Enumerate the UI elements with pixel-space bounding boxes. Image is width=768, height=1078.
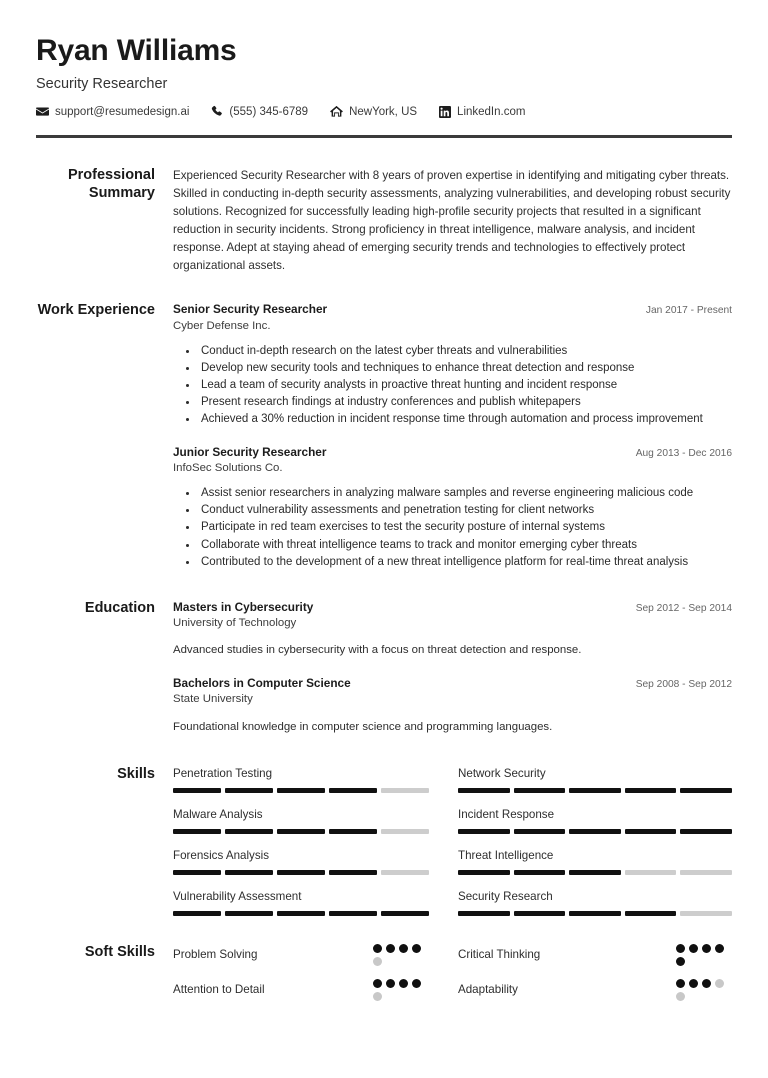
education-entry	[173, 600, 732, 659]
skill-item	[173, 889, 429, 916]
list-item: • Conduct in-depth research on the latest cyber threats and vulnerabilities	[198, 343, 732, 360]
education-school: State University	[173, 693, 253, 706]
rating-dot	[373, 944, 382, 953]
rating-dot	[412, 979, 421, 988]
section-heading-soft-skills: Soft Skills	[84, 944, 155, 961]
skill-meter-segment	[225, 788, 273, 793]
resume-header	[36, 0, 732, 138]
skill-item	[458, 889, 732, 916]
skill-meter-segment	[173, 870, 221, 875]
skill-level-meter	[173, 870, 429, 875]
skill-meter-segment	[381, 911, 429, 916]
section-heading-summary: Professional Summary	[67, 167, 155, 201]
soft-skill-item	[173, 944, 429, 966]
soft-skill-label: Problem Solving	[173, 948, 258, 962]
skill-meter-segment	[625, 788, 677, 793]
skill-meter-segment	[329, 911, 377, 916]
skill-meter-segment	[329, 829, 377, 834]
rating-dot	[715, 979, 724, 988]
soft-skills-grid	[173, 944, 732, 1001]
list-item: • Assist senior researchers in analyzing malware samples and reverse engineering malicious code	[198, 485, 732, 502]
contact-email-label: support@resumedesign.ai	[55, 105, 190, 118]
skill-meter-segment	[680, 788, 732, 793]
rating-dot	[689, 979, 698, 988]
rating-dot	[412, 944, 421, 953]
summary-text: Experienced Security Researcher with 8 years of proven expertise in identifying and mitigating cyber threats. Skilled in conducting in-depth security assessments, analyzing vulnerabilities, and developing robust security solutions. Recognized for successfully leading high-profile security projects that resulted in a significant reduction in security incidents. Strong proficiency in threat intelligence, malware analysis, and incident response. Adept at staying ahead of emerging security trends and technologies to effectively protect organizational assets.	[173, 169, 731, 273]
contact-linkedin-label: LinkedIn.com	[457, 105, 526, 118]
skill-meter-segment	[329, 788, 377, 793]
section-heading-experience: Work Experience	[37, 302, 155, 319]
skill-meter-segment	[569, 788, 621, 793]
section-heading-education: Education	[84, 599, 155, 616]
experience-date: Aug 2013 - Dec 2016	[635, 447, 732, 459]
rating-dot	[373, 957, 382, 966]
skill-meter-segment	[173, 911, 221, 916]
skill-meter-segment	[329, 870, 377, 875]
contact-phone-label: (555) 345-6789	[229, 105, 309, 118]
skill-meter-segment	[225, 870, 273, 875]
education-degree: Masters in Cybersecurity	[173, 599, 314, 614]
skill-meter-segment	[458, 788, 510, 793]
rating-dot	[676, 957, 685, 966]
rating-dot	[676, 979, 685, 988]
experience-org: Cyber Defense Inc.	[173, 319, 271, 332]
job-title: Security Researcher	[36, 76, 168, 92]
experience-entry	[173, 302, 732, 427]
skill-meter-segment	[381, 870, 429, 875]
skill-item	[173, 807, 429, 834]
work-experience-section	[36, 302, 732, 570]
home-icon	[330, 105, 343, 118]
skill-meter-segment	[625, 829, 677, 834]
skill-meter-segment	[173, 788, 221, 793]
skill-meter-segment	[569, 829, 621, 834]
skill-label: Network Security	[458, 767, 546, 781]
page-title: Ryan Williams	[36, 34, 237, 67]
experience-entry	[173, 445, 732, 570]
skills-grid	[173, 766, 732, 916]
skill-meter-segment	[680, 911, 732, 916]
skill-level-meter	[173, 911, 429, 916]
envelope-icon	[36, 105, 49, 118]
skill-level-meter	[173, 829, 429, 834]
list-item: • Lead a team of security analysts in proactive threat hunting and incident response	[198, 377, 732, 394]
list-item: • Develop new security tools and techniques to enhance threat detection and response	[198, 360, 732, 377]
rating-dot	[676, 944, 685, 953]
phone-icon	[211, 105, 223, 118]
education-date: Sep 2008 - Sep 2012	[635, 678, 732, 690]
skill-meter-segment	[625, 870, 677, 875]
rating-dot	[702, 944, 711, 953]
skill-label: Penetration Testing	[173, 767, 273, 781]
skill-meter-segment	[458, 870, 510, 875]
education-description: Foundational knowledge in computer science and programming languages.	[173, 720, 553, 733]
list-item: • Participate in red team exercises to test the security posture of internal systems	[198, 519, 732, 536]
rating-dot	[373, 992, 382, 1001]
skill-level-meter	[458, 788, 732, 793]
soft-skill-label: Adaptability	[458, 983, 518, 997]
skill-meter-segment	[458, 829, 510, 834]
skill-label: Malware Analysis	[173, 808, 263, 822]
experience-date: Jan 2017 - Present	[645, 305, 732, 317]
skill-meter-segment	[381, 829, 429, 834]
skill-level-meter	[458, 911, 732, 916]
skill-meter-segment	[625, 911, 677, 916]
education-school: University of Technology	[173, 616, 297, 629]
skill-item	[173, 848, 429, 875]
skill-label: Incident Response	[458, 808, 555, 822]
skill-meter-segment	[514, 911, 566, 916]
contact-location[interactable]	[330, 105, 417, 118]
experience-bullets	[173, 343, 732, 428]
experience-org: InfoSec Solutions Co.	[173, 461, 283, 474]
skill-level-meter	[458, 870, 732, 875]
experience-role: Junior Security Researcher	[173, 444, 327, 459]
contact-email[interactable]	[36, 105, 189, 118]
list-item: • Achieved a 30% reduction in incident response time through automation and process improvement	[198, 411, 732, 428]
skill-meter-segment	[680, 829, 732, 834]
skill-meter-segment	[225, 829, 273, 834]
skill-meter-segment	[277, 788, 325, 793]
education-section	[36, 600, 732, 736]
rating-dot	[676, 992, 685, 1001]
list-item: • Conduct vulnerability assessments and penetration testing for client networks	[198, 502, 732, 519]
experience-role: Senior Security Researcher	[173, 302, 328, 317]
skill-item	[458, 848, 732, 875]
professional-summary-section	[36, 167, 732, 275]
linkedin-icon	[439, 106, 451, 118]
skill-item	[173, 766, 429, 793]
skill-label: Security Research	[458, 890, 553, 904]
rating-dot	[386, 944, 395, 953]
skill-meter-segment	[225, 911, 273, 916]
education-entry	[173, 676, 732, 735]
skill-meter-segment	[514, 829, 566, 834]
skill-meter-segment	[277, 829, 325, 834]
experience-bullets	[173, 485, 732, 570]
soft-skill-label: Attention to Detail	[173, 983, 265, 997]
rating-dot	[386, 979, 395, 988]
skill-item	[458, 766, 732, 793]
skill-label: Forensics Analysis	[173, 849, 270, 863]
rating-dot	[689, 944, 698, 953]
skill-label: Vulnerability Assessment	[173, 890, 302, 904]
education-date: Sep 2012 - Sep 2014	[635, 602, 732, 614]
soft-skill-dot-rating	[676, 979, 732, 1001]
education-degree: Bachelors in Computer Science	[173, 675, 351, 690]
skill-level-meter	[458, 829, 732, 834]
skill-meter-segment	[381, 788, 429, 793]
skill-meter-segment	[680, 870, 732, 875]
list-item: • Present research findings at industry conferences and publish whitepapers	[198, 394, 732, 411]
section-heading-skills: Skills	[117, 766, 155, 783]
rating-dot	[373, 979, 382, 988]
skill-meter-segment	[569, 870, 621, 875]
skill-meter-segment	[569, 911, 621, 916]
rating-dot	[399, 979, 408, 988]
soft-skill-label: Critical Thinking	[458, 948, 541, 962]
soft-skill-item	[173, 979, 429, 1001]
list-item: • Contributed to the development of a new threat intelligence platform for real-time threat analysis	[198, 554, 732, 571]
skill-meter-segment	[514, 788, 566, 793]
skill-meter-segment	[277, 870, 325, 875]
skill-label: Threat Intelligence	[458, 849, 554, 863]
list-item: • Collaborate with threat intelligence teams to track and monitor emerging cyber threats	[198, 537, 732, 554]
skill-meter-segment	[173, 829, 221, 834]
rating-dot	[715, 944, 724, 953]
rating-dot	[702, 979, 711, 988]
skill-meter-segment	[514, 870, 566, 875]
header-divider	[36, 135, 732, 138]
soft-skills-section	[36, 944, 732, 1015]
skill-meter-segment	[277, 911, 325, 916]
contact-linkedin[interactable]	[439, 106, 525, 118]
contact-phone[interactable]	[211, 105, 308, 118]
soft-skill-item	[458, 944, 732, 966]
rating-dot	[399, 944, 408, 953]
soft-skill-dot-rating	[373, 979, 429, 1001]
soft-skill-dot-rating	[373, 944, 429, 966]
contact-row	[36, 105, 732, 118]
skill-level-meter	[173, 788, 429, 793]
soft-skill-dot-rating	[676, 944, 732, 966]
contact-location-label: NewYork, US	[349, 105, 418, 118]
skill-meter-segment	[458, 911, 510, 916]
education-description: Advanced studies in cybersecurity with a focus on threat detection and response.	[173, 644, 582, 657]
soft-skill-item	[458, 979, 732, 1001]
skills-section	[36, 766, 732, 916]
skill-item	[458, 807, 732, 834]
